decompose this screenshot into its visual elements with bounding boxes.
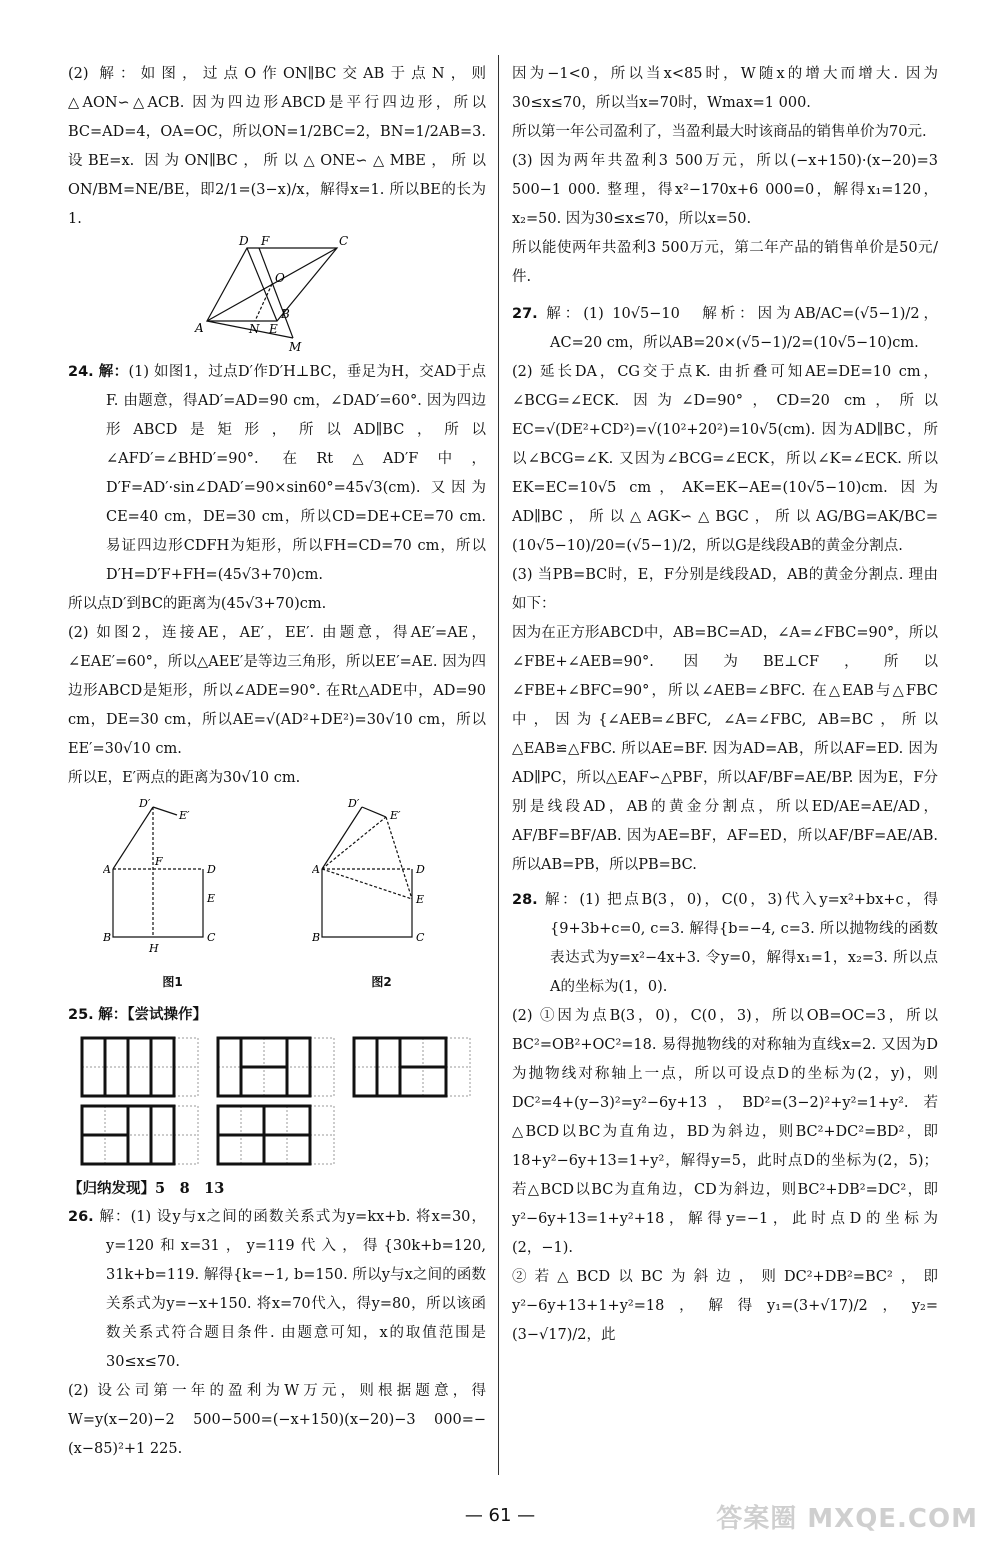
svg-text:D: D (206, 863, 216, 876)
watermark-logo: 答案圈 MXQE.COM (716, 1504, 978, 1534)
tiling-5 (216, 1104, 336, 1166)
svg-text:C: C (206, 931, 215, 944)
q24-part1-conclusion: 所以点D′到BC的距离为(45√3+70)cm. (68, 596, 327, 612)
q24-part1: 24. 解：(1) 如图1，过点D′作D′H⊥BC，垂足为H，交AD于点F. 由题意，得AD′=AD=90 cm，∠DAD′=60°. 因为四边形ABCD是矩形，所以AD∥BC，所以∠AFD′=∠BHD′=90°. 在Rt△AD′F中，D′F=AD′·sin∠DAD′=90×sin60°=45√3(cm). 又因为CE=40 cm，DE=30 cm，所以CD=DE+CE=70 cm. 易证四边形CDFH为矩形，所以FH=CD=70 cm，所以D′H=D′F+FH=(45√3+70)cm. (68, 364, 487, 583)
label-M: M (289, 340, 302, 354)
fig-24-1-caption: 图1 (162, 975, 183, 989)
q28-part2: (2) ①因为点B(3，0)，C(0，3)，所以OB=OC=3，所以BC²=OB²+OC²=18. 易得抛物线的对称轴为直线x=2. 又因为D为抛物线对称轴上一点，所以可设点D的坐标为(2，y)，则DC²=4+(y−3)²=y²−6y+13，BD²=(3−2)²+y²=1+y². 若△BCD以BC为直角边，BD为斜边，则BC²+DC²=BD²，即18+y²−6y+13=1+y²，解得y=5，此时点D的坐标为(2，5)；若△BCD以BC为直角边，CD为斜边，则BC²+DB²=DC²，即y²−6y+13=1+y²+18，解得y=−1，此时点D的坐标为(2，−1). (512, 1008, 938, 1256)
label-B: B (281, 307, 290, 321)
q26-part2-conclusion: 所以第一年公司盈利了，当盈利最大时该商品的销售单价为70元. (512, 124, 927, 140)
tiling-2 (216, 1036, 336, 1098)
svg-text:E: E (415, 893, 424, 906)
svg-text:B: B (311, 931, 320, 944)
q26-part2: (2) 设公司第一年的盈利为W万元，则根据题意，得W=y(x−20)−2 500−500=(−x+150)(x−20)−3 000=−(x−85)²+1 225. (68, 1383, 486, 1457)
tiling-4 (80, 1104, 200, 1166)
q25-head: 25. 解：【尝试操作】 (68, 1007, 208, 1023)
q26-part2-cont: 因为−1<0，所以当x<85时，W随x的增大而增大. 因为30≤x≤70，所以当x=70时，Wmax=1 000. (512, 66, 938, 111)
svg-text:D: D (415, 863, 425, 876)
fig-24-2-caption: 图2 (371, 975, 392, 989)
q28-part2-case2: ②若△BCD以BC为斜边，则DC²+DB²=BC²，即y²−6y+13+1+y²=18，解得y₁=(3+√17)/2，y₂=(3−√17)/2，此 (512, 1269, 938, 1343)
fig-24-row (68, 797, 486, 997)
q28-part1: 28. 解：(1) 把点B(3，0)，C(0，3)代入y=x²+bx+c，得{9+3b+c=0, c=3. 解得{b=−4, c=3. 所以抛物线的函数表达式为y=x²−4x+3. 令y=0，解得x₁=1，x₂=3. 所以点A的坐标为(1，0). (512, 892, 939, 995)
q27-part3: (3) 当PB=BC时，E，F分别是线段AD，AB的黄金分割点. 理由如下： (512, 567, 938, 612)
svg-text:D′: D′ (347, 797, 359, 810)
tiling-grids (80, 1036, 480, 1166)
label-O: O (275, 271, 285, 285)
svg-text:E′: E′ (389, 809, 401, 822)
q23-part2: (2) 解：如图，过点O作ON∥BC交AB于点N，则△AON∽△ACB. 因为四边形ABCD是平行四边形，所以BC=AD=4，OA=OC，所以ON=1/2BC=2，BN=1/2AB=3. 设BE=x. 因为ON∥BC，所以△ONE∽△MBE，所以ON/BM=NE/BE，即2/1=(3−x)/x，解得x=1. 所以BE的长为1. (68, 66, 486, 227)
q26-part3: (3) 因为两年共盈利3 500万元，所以(−x+150)·(x−20)=3 500−1 000. 整理，得x²−170x+6 000=0，解得x₁=120，x₂=50. 因为30≤x≤70，所以x=50. (512, 153, 938, 227)
svg-text:E: E (206, 892, 215, 905)
label-A: A (195, 321, 204, 335)
svg-text:A: A (102, 863, 111, 876)
svg-text:F: F (154, 855, 163, 868)
column-divider (498, 55, 499, 1475)
svg-text:A: A (311, 863, 320, 876)
fig-24-2 (312, 797, 452, 997)
right-column (512, 60, 938, 1350)
tiling-3 (352, 1036, 472, 1098)
page-number: — 61 — (464, 1505, 536, 1526)
q25-discovery: 【归纳发现】5 8 13 (68, 1180, 225, 1197)
q24-part2: (2) 如图2，连接AE，AE′，EE′. 由题意，得AE′=AE，∠EAE′=60°，所以△AEE′是等边三角形，所以EE′=AE. 因为四边形ABCD是矩形，所以∠ADE=90°. 在Rt△ADE中，AD=90 cm，DE=30 cm，所以AE=√(AD²+DE²)=30√10 cm，所以EE′=30√10 cm. (68, 625, 486, 757)
svg-text:D′: D′ (138, 797, 150, 810)
q26-part3-conclusion: 所以能使两年共盈利3 500万元，第二年产品的销售单价是50元/件. (512, 240, 938, 285)
fig-24-1 (103, 797, 243, 997)
q27-part1: 27. 解：(1) 10√5−10 解析：因为AB/AC=(√5−1)/2，AC=20 cm，所以AB=20×(√5−1)/2=(10√5−10)cm. (512, 306, 939, 351)
svg-text:C: C (415, 931, 424, 944)
label-C: C (339, 236, 349, 248)
label-N: N (249, 322, 260, 336)
svg-text:E′: E′ (178, 809, 190, 822)
label-E: E (269, 322, 278, 336)
left-column (68, 60, 486, 1464)
svg-text:B: B (102, 931, 111, 944)
q24-part2-conclusion: 所以E，E′两点的距离为30√10 cm. (68, 770, 301, 786)
tiling-1 (80, 1036, 200, 1098)
q27-part2: (2) 延长DA，CG交于点K. 由折叠可知AE=DE=10 cm，∠BCG=∠ECK. 因为∠D=90°，CD=20 cm，所以EC=√(DE²+CD²)=√(10²+20²)=10√5(cm). 因为AD∥BC，所以∠BCG=∠K. 又因为∠BCG=∠ECK，所以∠K=∠ECK. 所以EK=EC=10√5 cm，AK=EK−AE=(10√5−10)cm. 因为AD∥BC，所以△AGK∽△BGC，所以AG/BG=AK/BC=(10√5−10)/20=(√5−1)/2，所以G是线段AB的黄金分割点. (512, 364, 938, 554)
q27-part3-reason: 因为在正方形ABCD中，AB=BC=AD，∠A=∠FBC=90°，所以∠FBE+∠AEB=90°. 因为BE⊥CF，所以∠FBE+∠BFC=90°，所以∠AEB=∠BFC. 在△EAB与△FBC中，因为{∠AEB=∠BFC, ∠A=∠FBC, AB=BC，所以△EAB≌△FBC. 所以AE=BF. 因为AD=AB，所以AF=ED. 因为AD∥PC，所以△EAF∽△PBF，所以AF/BF=AE/BP. 因为E，F分别是线段AD，AB的黄金分割点，所以ED/AE=AE/AD，AF/BF=BF/AB. 因为AE=BF，AF=ED，所以AF/BF=AE/AB. 所以AB=PB，所以PB=BC. (512, 625, 938, 873)
label-F: F (261, 236, 270, 248)
fig-parallelogram (177, 236, 377, 356)
svg-text:H: H (148, 942, 159, 955)
label-D: D (239, 236, 249, 248)
q26-part1: 26. 解：(1) 设y与x之间的函数关系式为y=kx+b. 将x=30，y=120和x=31，y=119代入，得{30k+b=120, 31k+b=119. 解得{k=−1, b=150. 所以y与x之间的函数关系式为y=−x+150. 将x=70代入，得y=80，所以该函数关系式符合题目条件. 由题意可知，x的取值范围是30≤x≤70. (68, 1209, 487, 1370)
